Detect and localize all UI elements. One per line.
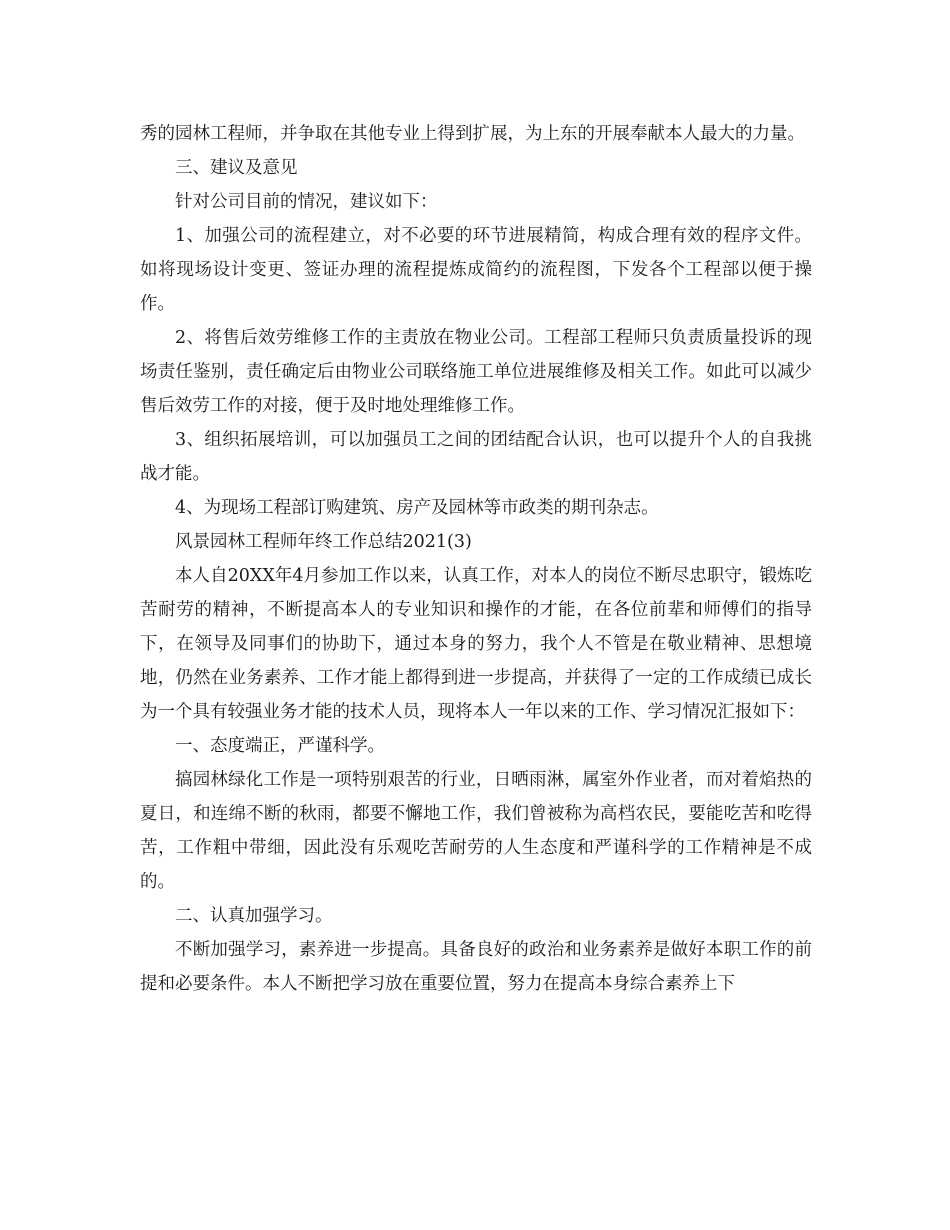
list-item: 3、组织拓展培训，可以加强员工之间的团结配合认识，也可以提升个人的自我挑战才能。 — [140, 430, 812, 484]
document-subtitle: 风景园林工程师年终工作总结2021(3) — [175, 532, 472, 552]
list-item: 4、为现场工程部订购建筑、房产及园林等市政类的期刊杂志。 — [175, 498, 659, 518]
section-heading-attitude: 一、态度端正，严谨科学。 — [175, 736, 385, 756]
list-item: 1、加强公司的流程建立，对不必要的环节进展精简，构成合理有效的程序文件。如将现场设计变更、签证办理的流程提炼成简约的流程图，下发各个工程部以便于操作。 — [140, 226, 812, 314]
paragraph: 不断加强学习，素养进一步提高。具备良好的政治和业务素养是做好本职工作的前提和必要条件。本人不断把学习放在重要位置，努力在提高本身综合素养上下 — [140, 940, 812, 994]
section-heading-learning: 二、认真加强学习。 — [175, 906, 333, 926]
paragraph: 本人自20XX年4月参加工作以来，认真工作，对本人的岗位不断尽忠职守，锻炼吃苦耐劳的精神，不断提高本人的专业知识和操作的才能，在各位前辈和师傅们的指导下，在领导及同事们的协助下，通过本身的努力，我个人不管是在敬业精神、思想境地，仍然在业务素养、工作才能上都得到进一步提高，并获得了一定的工作成绩已成长为一个具有较强业务才能的技术人员，现将本人一年以来的工作、学习情况汇报如下： — [140, 566, 812, 722]
paragraph: 搞园林绿化工作是一项特别艰苦的行业，日晒雨淋，属室外作业者，而对着焰热的夏日，和连绵不断的秋雨，都要不懈地工作，我们曾被称为高档农民，要能吃苦和吃得苦，工作粗中带细，因此没有乐观吃苦耐劳的人生态度和严谨科学的工作精神是不成的。 — [140, 770, 812, 892]
list-item: 2、将售后效劳维修工作的主责放在物业公司。工程部工程师只负责质量投诉的现场责任鉴别，责任确定后由物业公司联络施工单位进展维修及相关工作。如此可以减少售后效劳工作的对接，便于及时地处理维修工作。 — [140, 328, 812, 416]
paragraph-continuation: 秀的园林工程师，并争取在其他专业上得到扩展，为上东的开展奉献本人最大的力量。 — [140, 124, 805, 144]
section-heading-suggestions: 三、建议及意见 — [175, 158, 298, 178]
document-body — [140, 117, 812, 1001]
paragraph: 针对公司目前的情况，建议如下： — [175, 192, 438, 212]
